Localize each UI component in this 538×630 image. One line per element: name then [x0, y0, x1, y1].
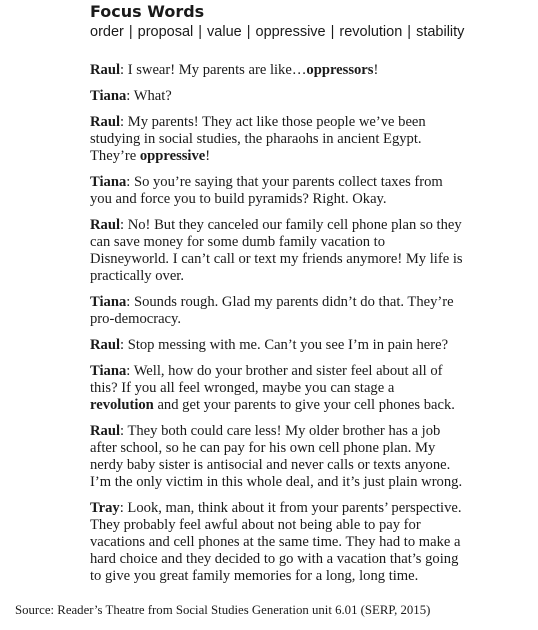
focus-word: oppressive — [255, 24, 326, 40]
focus-word-separator: | — [246, 24, 251, 40]
dialogue-line — [90, 500, 530, 517]
focus-word-separator: | — [330, 24, 335, 40]
dialogue-line — [90, 457, 530, 474]
source-citation: Source: Reader’s Theatre from Social Studies Generation unit 6.01 (SERP, 2015) — [15, 603, 431, 617]
focus-word-separator: | — [198, 24, 203, 40]
dialogue-text: Disneyworld. I can’t call or text my friends anymore! My life is — [90, 251, 463, 267]
dialogue-line — [90, 88, 530, 105]
dialogue-text: and get your parents to give your cell phones back. — [153, 397, 455, 413]
dialogue-turn — [90, 217, 530, 285]
speaker-name: Tiana — [90, 294, 127, 310]
dialogue-line — [90, 174, 530, 191]
dialogue-text: practically over. — [90, 268, 185, 284]
dialogue-line — [90, 131, 530, 148]
dialogue-line — [90, 114, 530, 131]
dialogue-text: to give you great family memories for a long, long time. — [90, 568, 419, 584]
dialogue-text: : Well, how do your brother and sister feel about all of — [126, 363, 443, 379]
dialogue-text: can save money for some dumb family vacation to — [90, 234, 386, 250]
dialogue-line — [90, 517, 530, 534]
focus-word-highlight: oppressive — [139, 148, 206, 164]
focus-words-title: Focus Words — [90, 2, 205, 21]
dialogue-line — [90, 268, 530, 285]
dialogue-text: ! — [373, 62, 379, 78]
dialogue-turn — [90, 423, 530, 491]
dialogue-script — [90, 62, 530, 594]
dialogue-turn — [90, 88, 530, 105]
dialogue-text: : So you’re saying that your parents collect taxes from — [126, 174, 443, 190]
speaker-name: Raul — [90, 114, 121, 130]
dialogue-text: hard choice and they decided to go with a vacation that’s going — [90, 551, 459, 567]
dialogue-text: : No! But they canceled our family cell phone plan so they — [120, 217, 462, 233]
dialogue-text: after school, so he can pay for his own cell phone plan. My — [90, 440, 436, 456]
dialogue-text: : Sounds rough. Glad my parents didn’t do that. They’re — [126, 294, 454, 310]
dialogue-turn — [90, 62, 530, 79]
dialogue-line — [90, 294, 530, 311]
dialogue-text: vacations and cell phones at the same time. They had to make a — [90, 534, 461, 550]
focus-word-highlight: revolution — [90, 397, 154, 413]
dialogue-line — [90, 337, 530, 354]
speaker-name: Raul — [90, 217, 121, 233]
focus-word-separator: | — [128, 24, 133, 40]
dialogue-line — [90, 148, 530, 165]
speaker-name: Raul — [90, 62, 121, 78]
dialogue-text: this? If you all feel wronged, maybe you can stage a — [90, 380, 395, 396]
dialogue-text: you and force you to build pyramids? Right. Okay. — [90, 191, 387, 207]
dialogue-line — [90, 397, 530, 414]
speaker-name: Raul — [90, 423, 121, 439]
speaker-name: Tiana — [90, 363, 127, 379]
dialogue-line — [90, 551, 530, 568]
focus-word-separator: | — [407, 24, 412, 40]
dialogue-turn — [90, 337, 530, 354]
dialogue-text: : My parents! They act like those people we’ve been — [120, 114, 426, 130]
dialogue-text: : What? — [126, 88, 172, 104]
dialogue-text: ! — [205, 148, 211, 164]
dialogue-text: : Look, man, think about it from your parents’ perspective. — [119, 500, 462, 516]
dialogue-line — [90, 474, 530, 491]
dialogue-text: : Stop messing with me. Can’t you see I’m in pain here? — [120, 337, 449, 353]
dialogue-text: They probably feel awful about not being able to pay for — [90, 517, 421, 533]
speaker-name: Tiana — [90, 174, 127, 190]
dialogue-line — [90, 423, 530, 440]
dialogue-text: pro-democracy. — [90, 311, 182, 327]
speaker-name: Tray — [90, 500, 120, 516]
dialogue-turn — [90, 114, 530, 165]
focus-word: proposal — [137, 24, 194, 40]
dialogue-line — [90, 62, 530, 79]
speaker-name: Tiana — [90, 88, 127, 104]
dialogue-line — [90, 251, 530, 268]
dialogue-text: studying in social studies, the pharaohs in ancient Egypt. — [90, 131, 422, 147]
dialogue-text: : I swear! My parents are like… — [120, 62, 307, 78]
dialogue-line — [90, 440, 530, 457]
dialogue-line — [90, 534, 530, 551]
dialogue-line — [90, 311, 530, 328]
dialogue-text: nerdy baby sister is antisocial and never calls or texts anyone. — [90, 457, 451, 473]
dialogue-turn — [90, 500, 530, 585]
focus-word-highlight: oppressors — [306, 62, 374, 78]
focus-word: revolution — [339, 24, 403, 40]
focus-word: order — [90, 24, 124, 40]
dialogue-line — [90, 217, 530, 234]
dialogue-line — [90, 568, 530, 585]
dialogue-line — [90, 363, 530, 380]
focus-word: value — [207, 24, 242, 40]
dialogue-turn — [90, 363, 530, 414]
focus-word: stability — [416, 24, 465, 40]
dialogue-turn — [90, 294, 530, 328]
focus-words-list — [90, 22, 464, 42]
dialogue-text: I’m the only victim in this whole deal, and it’s just plain wrong. — [90, 474, 463, 490]
dialogue-line — [90, 380, 530, 397]
dialogue-text: They’re — [90, 148, 140, 164]
dialogue-text: : They both could care less! My older brother has a job — [120, 423, 441, 439]
dialogue-line — [90, 191, 530, 208]
speaker-name: Raul — [90, 337, 121, 353]
dialogue-line — [90, 234, 530, 251]
dialogue-turn — [90, 174, 530, 208]
